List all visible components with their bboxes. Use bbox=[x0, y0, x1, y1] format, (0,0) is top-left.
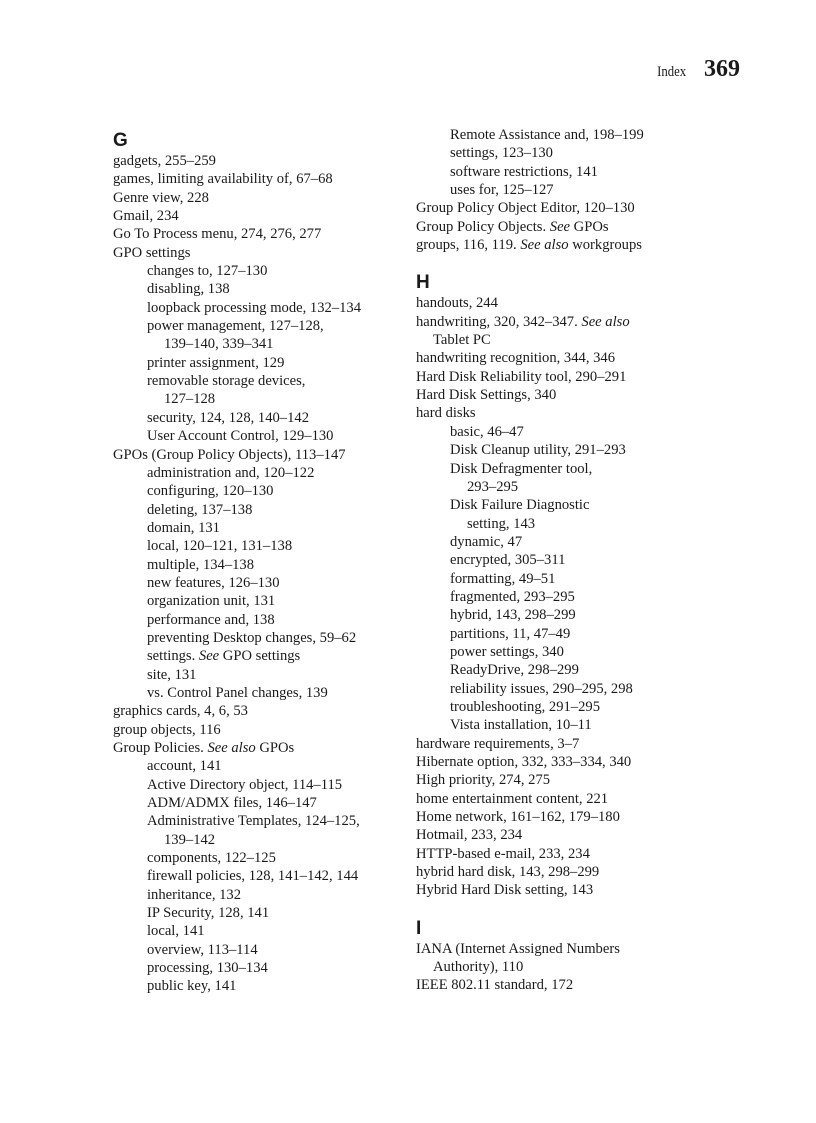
index-subentry bbox=[113, 886, 403, 904]
entry-text: IP Security, 128, 141 bbox=[147, 905, 270, 922]
index-subentry bbox=[113, 776, 403, 794]
entry-text: Genre view, 228 bbox=[113, 189, 209, 206]
index-entry bbox=[416, 368, 746, 386]
entry-text: GPOs (Group Policy Objects), 113–147 bbox=[113, 446, 346, 463]
entry-text: encrypted, 305–311 bbox=[450, 552, 566, 569]
index-entry bbox=[113, 244, 403, 262]
index-entry bbox=[113, 225, 403, 243]
entry-text: reliability issues, 290–295, 298 bbox=[450, 680, 633, 697]
index-subentry bbox=[113, 409, 403, 427]
index-subentry bbox=[113, 592, 403, 610]
entry-text: Hibernate option, 332, 333–334, 340 bbox=[416, 754, 632, 770]
section-letter-heading: I bbox=[416, 917, 422, 939]
index-subentry bbox=[416, 423, 746, 441]
index-entry bbox=[416, 863, 746, 881]
index-subentry bbox=[416, 643, 746, 661]
entry-text: IEEE 802.11 standard, 172 bbox=[416, 977, 574, 994]
entry-text: hardware requirements, 3–7 bbox=[416, 735, 580, 752]
index-entry bbox=[416, 845, 746, 863]
entry-text: public key, 141 bbox=[147, 978, 237, 995]
index-subentry bbox=[416, 570, 746, 588]
section-spacer bbox=[416, 900, 746, 914]
entry-text: dynamic, 47 bbox=[450, 533, 523, 550]
index-subentry bbox=[416, 126, 746, 144]
entry-text: Group Policy Objects. bbox=[416, 218, 550, 235]
index-entry-continuation: setting, 143 bbox=[467, 515, 536, 532]
entry-text: ADM/ADMX files, 146–147 bbox=[147, 795, 317, 812]
entry-text: GPO settings bbox=[113, 244, 191, 261]
index-subentry bbox=[416, 144, 746, 162]
index-subentry bbox=[113, 922, 403, 940]
index-entry bbox=[416, 218, 746, 236]
entry-text: settings, 123–130 bbox=[450, 145, 553, 162]
entry-text: multiple, 134–138 bbox=[147, 556, 255, 573]
entry-text: Home network, 161–162, 179–180 bbox=[416, 809, 620, 826]
entry-text: overview, 113–114 bbox=[147, 941, 258, 958]
index-entry bbox=[416, 735, 746, 753]
entry-text: formatting, 49–51 bbox=[450, 570, 556, 587]
entry-text: ReadyDrive, 298–299 bbox=[450, 662, 579, 679]
entry-text: settings. bbox=[147, 648, 199, 665]
index-subentry bbox=[113, 959, 403, 977]
entry-text: gadgets, 255–259 bbox=[113, 153, 216, 169]
entry-text: new features, 126–130 bbox=[147, 574, 280, 591]
index-subentry bbox=[113, 666, 403, 684]
page-number: 369 bbox=[704, 56, 740, 82]
entry-text: troubleshooting, 291–295 bbox=[450, 698, 600, 715]
section-spacer bbox=[416, 254, 746, 268]
index-entry bbox=[416, 294, 746, 312]
entry-text: account, 141 bbox=[147, 758, 222, 775]
entry-text: Administrative Templates, 124–125, bbox=[147, 813, 360, 830]
see-target: GPOs bbox=[255, 740, 295, 756]
running-head-label: Index bbox=[656, 64, 686, 80]
index-entry-continuation: 139–142 bbox=[164, 831, 216, 848]
index-entry bbox=[416, 881, 746, 899]
entry-text: Hard Disk Reliability tool, 290–291 bbox=[416, 368, 627, 385]
index-subentry bbox=[113, 372, 403, 390]
entry-text: Disk Cleanup utility, 291–293 bbox=[450, 442, 626, 459]
index-subentry bbox=[113, 299, 403, 317]
entry-text: basic, 46–47 bbox=[450, 423, 524, 440]
see-reference: See bbox=[549, 218, 571, 235]
index-entry-continuation: Authority), 110 bbox=[433, 959, 524, 976]
entry-text: User Account Control, 129–130 bbox=[147, 428, 334, 445]
running-head bbox=[652, 56, 740, 83]
index-entry bbox=[416, 826, 746, 844]
index-subentry bbox=[416, 181, 746, 199]
index-subentry bbox=[113, 574, 403, 592]
index-subentry bbox=[113, 647, 403, 665]
index-subentry bbox=[113, 464, 403, 482]
index-entry-continuation: 293–295 bbox=[467, 478, 519, 495]
entry-text: handouts, 244 bbox=[416, 295, 498, 312]
entry-text: Hard Disk Settings, 340 bbox=[416, 387, 557, 404]
see-reference: See bbox=[198, 648, 220, 665]
index-subentry bbox=[416, 551, 746, 569]
see-reference: See also bbox=[520, 237, 569, 254]
index-entry bbox=[416, 753, 746, 771]
index-subentry bbox=[113, 537, 403, 555]
index-subentry bbox=[416, 441, 746, 459]
entry-text: HTTP-based e-mail, 233, 234 bbox=[416, 845, 590, 862]
entry-text: Go To Process menu, 274, 276, 277 bbox=[113, 226, 322, 243]
entry-text: configuring, 120–130 bbox=[147, 483, 274, 500]
entry-text: fragmented, 293–295 bbox=[450, 588, 575, 605]
index-subentry bbox=[113, 849, 403, 867]
index-entry bbox=[113, 152, 403, 170]
entry-text: home entertainment content, 221 bbox=[416, 790, 609, 807]
entry-text: site, 131 bbox=[147, 666, 197, 683]
index-subentry bbox=[416, 496, 746, 514]
index-subentry bbox=[113, 317, 403, 335]
entry-text: local, 120–121, 131–138 bbox=[147, 538, 293, 555]
index-subentry bbox=[416, 606, 746, 624]
index-entry bbox=[113, 189, 403, 207]
see-reference: See also bbox=[581, 313, 630, 330]
index-entry-continuation: Tablet PC bbox=[433, 332, 491, 349]
index-subentry bbox=[416, 698, 746, 716]
entry-text: processing, 130–134 bbox=[147, 960, 268, 977]
index-entry bbox=[113, 207, 403, 225]
entry-text: Gmail, 234 bbox=[113, 208, 179, 225]
index-subentry bbox=[113, 427, 403, 445]
index-entry bbox=[416, 771, 746, 789]
entry-text: Hotmail, 233, 234 bbox=[416, 827, 523, 844]
index-entry bbox=[416, 940, 746, 958]
entry-text: High priority, 274, 275 bbox=[416, 772, 551, 789]
index-subentry bbox=[416, 460, 746, 478]
entry-text: preventing Desktop changes, 59–62 bbox=[147, 629, 357, 646]
entry-text: inheritance, 132 bbox=[147, 886, 242, 903]
entry-text: software restrictions, 141 bbox=[450, 163, 598, 180]
entry-text: hard disks bbox=[416, 405, 476, 422]
entry-text: organization unit, 131 bbox=[147, 593, 276, 610]
entry-text: vs. Control Panel changes, 139 bbox=[147, 684, 328, 701]
index-subentry bbox=[113, 867, 403, 885]
entry-text: changes to, 127–130 bbox=[147, 263, 268, 280]
entry-text: power settings, 340 bbox=[450, 643, 564, 660]
index-subentry bbox=[113, 482, 403, 500]
entry-text: hybrid hard disk, 143, 298–299 bbox=[416, 864, 600, 881]
index-entry bbox=[416, 976, 746, 994]
index-column-right bbox=[416, 126, 746, 995]
index-subentry bbox=[416, 533, 746, 551]
index-subentry bbox=[113, 262, 403, 280]
entry-text: groups, 116, 119. bbox=[416, 237, 521, 254]
see-target: GPO settings bbox=[219, 648, 301, 665]
entry-text: graphics cards, 4, 6, 53 bbox=[113, 703, 248, 720]
entry-text: Disk Failure Diagnostic bbox=[450, 497, 590, 514]
index-entry bbox=[113, 702, 403, 720]
entry-text: group objects, 116 bbox=[113, 721, 221, 738]
index-subentry bbox=[113, 354, 403, 372]
see-target: GPOs bbox=[570, 218, 609, 235]
index-entry bbox=[416, 236, 746, 254]
entry-text: partitions, 11, 47–49 bbox=[450, 625, 571, 642]
entry-text: loopback processing mode, 132–134 bbox=[147, 299, 362, 316]
index-subentry bbox=[113, 501, 403, 519]
entry-text: local, 141 bbox=[147, 923, 205, 940]
index-entry bbox=[113, 739, 403, 757]
index-entry bbox=[113, 721, 403, 739]
index-subentry bbox=[416, 680, 746, 698]
entry-text: security, 124, 128, 140–142 bbox=[147, 409, 309, 426]
index-subentry bbox=[113, 941, 403, 959]
entry-text: domain, 131 bbox=[147, 519, 220, 536]
entry-text: Active Directory object, 114–115 bbox=[147, 776, 343, 793]
entry-text: games, limiting availability of, 67–68 bbox=[113, 171, 333, 188]
index-entry bbox=[113, 446, 403, 464]
entry-text: removable storage devices, bbox=[147, 373, 306, 390]
entry-text: firewall policies, 128, 141–142, 144 bbox=[147, 868, 359, 885]
entry-text: Vista installation, 10–11 bbox=[450, 717, 592, 734]
index-subentry bbox=[113, 904, 403, 922]
index-subentry bbox=[113, 812, 403, 830]
index-subentry bbox=[416, 163, 746, 181]
index-subentry bbox=[113, 684, 403, 702]
index-subentry bbox=[416, 625, 746, 643]
see-reference: See also bbox=[207, 740, 256, 756]
entry-text: administration and, 120–122 bbox=[147, 464, 315, 481]
index-entry bbox=[416, 808, 746, 826]
entry-text: components, 122–125 bbox=[147, 850, 276, 867]
entry-text: IANA (Internet Assigned Numbers bbox=[416, 940, 620, 957]
entry-text: Group Policies. bbox=[113, 740, 208, 756]
section-letter-heading: G bbox=[113, 130, 128, 151]
index-entry bbox=[113, 170, 403, 188]
index-subentry bbox=[113, 519, 403, 537]
section-letter-heading: H bbox=[416, 272, 430, 294]
index-entry bbox=[416, 404, 746, 422]
entry-text: Group Policy Object Editor, 120–130 bbox=[416, 200, 635, 217]
index-subentry bbox=[416, 716, 746, 734]
entry-text: Hybrid Hard Disk setting, 143 bbox=[416, 882, 594, 899]
index-entry bbox=[416, 313, 746, 331]
index-subentry bbox=[113, 794, 403, 812]
entry-text: performance and, 138 bbox=[147, 611, 275, 628]
entry-text: handwriting, 320, 342–347. bbox=[416, 313, 582, 330]
index-subentry bbox=[113, 977, 403, 995]
index-subentry bbox=[113, 757, 403, 775]
index-entry bbox=[416, 349, 746, 367]
index-entry-continuation: 139–140, 339–341 bbox=[164, 336, 274, 353]
index-entry bbox=[416, 386, 746, 404]
index-entry bbox=[416, 199, 746, 217]
index-subentry bbox=[416, 661, 746, 679]
index-subentry bbox=[416, 588, 746, 606]
index-subentry bbox=[113, 556, 403, 574]
index-column-left bbox=[113, 126, 403, 996]
entry-text: disabling, 138 bbox=[147, 281, 230, 298]
entry-text: Disk Defragmenter tool, bbox=[450, 460, 593, 477]
entry-text: deleting, 137–138 bbox=[147, 501, 253, 518]
index-subentry bbox=[113, 611, 403, 629]
see-target: workgroups bbox=[568, 237, 642, 254]
entry-text: hybrid, 143, 298–299 bbox=[450, 607, 576, 624]
index-entry bbox=[416, 790, 746, 808]
entry-text: Remote Assistance and, 198–199 bbox=[450, 127, 644, 143]
entry-text: power management, 127–128, bbox=[147, 318, 324, 335]
index-subentry bbox=[113, 280, 403, 298]
index-entry-continuation: 127–128 bbox=[164, 391, 216, 408]
entry-text: handwriting recognition, 344, 346 bbox=[416, 350, 616, 367]
entry-text: printer assignment, 129 bbox=[147, 354, 285, 371]
index-subentry bbox=[113, 629, 403, 647]
entry-text: uses for, 125–127 bbox=[450, 182, 554, 199]
